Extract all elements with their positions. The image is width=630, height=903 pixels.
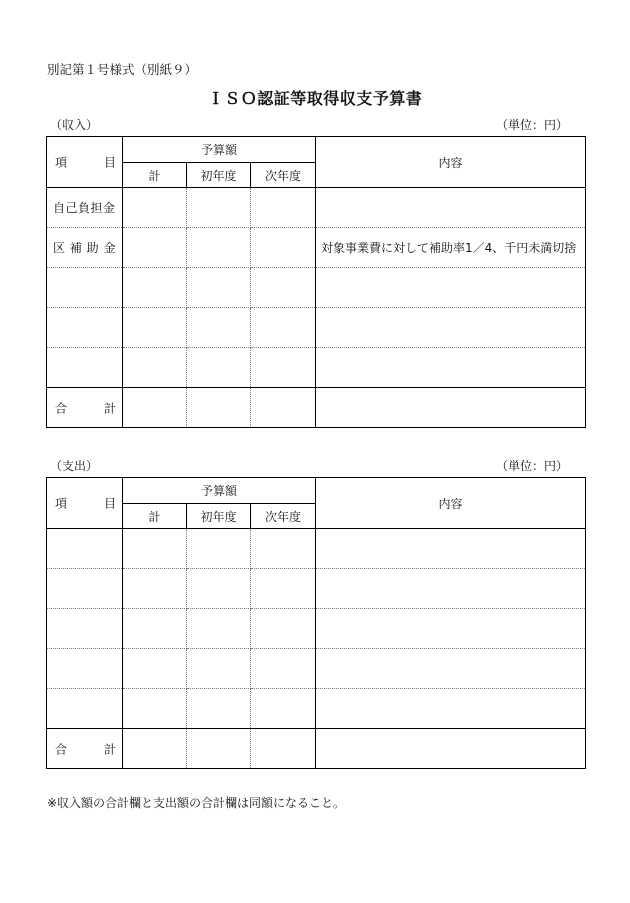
income-sum-label-right: 計 — [103, 401, 116, 415]
expense-sum-content[interactable] — [316, 729, 586, 769]
income-total-header: 計 — [123, 163, 187, 188]
expense-row-next-year[interactable] — [251, 529, 316, 569]
expense-row-first-year[interactable] — [187, 609, 251, 649]
income-sum-total[interactable] — [123, 388, 187, 428]
income-next-year-header: 次年度 — [251, 163, 316, 188]
income-row-next-year[interactable] — [251, 308, 316, 348]
expense-row-item[interactable] — [47, 529, 123, 569]
income-item-header — [47, 137, 123, 188]
income-row-next-year[interactable] — [251, 188, 316, 228]
expense-next-year-header: 次年度 — [251, 504, 316, 529]
income-row-first-year[interactable] — [187, 268, 251, 308]
income-unit-label: （単位：円） — [495, 118, 568, 132]
income-row-first-year[interactable] — [187, 308, 251, 348]
expense-row-total[interactable] — [123, 649, 187, 689]
income-row-content[interactable] — [316, 268, 586, 308]
income-row-item[interactable] — [47, 348, 123, 388]
income-row — [47, 268, 586, 308]
expense-row-total[interactable] — [123, 609, 187, 649]
income-row-item[interactable] — [47, 308, 123, 348]
income-row-first-year[interactable] — [187, 188, 251, 228]
income-row-total[interactable] — [123, 308, 187, 348]
expense-table — [46, 477, 586, 769]
expense-unit-label: （単位：円） — [495, 459, 568, 473]
income-row — [47, 188, 586, 228]
page-title: ＩＳＯ認証等取得収支予算書 — [207, 89, 423, 108]
expense-row-content[interactable] — [316, 529, 586, 569]
expense-row-item[interactable] — [47, 569, 123, 609]
income-row-next-year[interactable] — [251, 268, 316, 308]
income-row-content[interactable]: 対象事業費に対して補助率1／4、千円未満切捨 — [316, 228, 586, 268]
income-row-content[interactable] — [316, 188, 586, 228]
income-row-total[interactable] — [123, 228, 187, 268]
income-sum-row — [47, 388, 586, 428]
expense-row — [47, 609, 586, 649]
income-row-first-year[interactable] — [187, 228, 251, 268]
expense-row-first-year[interactable] — [187, 689, 251, 729]
income-sum-first-year[interactable] — [187, 388, 251, 428]
income-budget-header: 予算額 — [123, 137, 316, 163]
income-row-item[interactable]: 自己負担金 — [47, 188, 123, 228]
expense-sum-next-year[interactable] — [251, 729, 316, 769]
income-sum-next-year[interactable] — [251, 388, 316, 428]
expense-row-content[interactable] — [316, 569, 586, 609]
expense-row-content[interactable] — [316, 649, 586, 689]
income-row — [47, 228, 586, 268]
income-first-year-header: 初年度 — [187, 163, 251, 188]
expense-row-item[interactable] — [47, 609, 123, 649]
expense-row-first-year[interactable] — [187, 569, 251, 609]
expense-sum-total[interactable] — [123, 729, 187, 769]
income-row-first-year[interactable] — [187, 348, 251, 388]
income-row — [47, 308, 586, 348]
expense-sum-label-right: 計 — [103, 742, 116, 756]
expense-sum-row — [47, 729, 586, 769]
expense-row-content[interactable] — [316, 609, 586, 649]
income-row-item[interactable]: 区 補 助 金 — [47, 228, 123, 268]
income-row-content[interactable] — [316, 308, 586, 348]
income-row-total[interactable] — [123, 188, 187, 228]
income-row-total[interactable] — [123, 348, 187, 388]
expense-total-header: 計 — [123, 504, 187, 529]
expense-content-header: 内容 — [316, 478, 586, 529]
expense-section-label: （支出） — [50, 459, 99, 473]
income-row-total[interactable] — [123, 268, 187, 308]
expense-row-next-year[interactable] — [251, 689, 316, 729]
expense-row-next-year[interactable] — [251, 609, 316, 649]
income-row — [47, 348, 586, 388]
expense-sum-label-left: 合 — [55, 742, 68, 756]
expense-row — [47, 569, 586, 609]
expense-item-header-left: 項 — [55, 496, 68, 511]
expense-sum-first-year[interactable] — [187, 729, 251, 769]
income-sum-content[interactable] — [316, 388, 586, 428]
expense-row-total[interactable] — [123, 529, 187, 569]
income-table — [46, 136, 586, 428]
expense-item-header-right: 目 — [103, 496, 116, 511]
expense-sum-label — [47, 729, 123, 769]
income-row-content[interactable] — [316, 348, 586, 388]
expense-row-item[interactable] — [47, 649, 123, 689]
income-content-header: 内容 — [316, 137, 586, 188]
expense-row — [47, 649, 586, 689]
expense-row-total[interactable] — [123, 689, 187, 729]
expense-row-next-year[interactable] — [251, 649, 316, 689]
expense-row-total[interactable] — [123, 569, 187, 609]
income-sum-label — [47, 388, 123, 428]
expense-first-year-header: 初年度 — [187, 504, 251, 529]
income-item-header-left: 項 — [55, 155, 68, 170]
income-section-label: （収入） — [50, 118, 99, 132]
expense-budget-header: 予算額 — [123, 478, 316, 504]
expense-row-first-year[interactable] — [187, 649, 251, 689]
income-row-next-year[interactable] — [251, 228, 316, 268]
income-sum-label-left: 合 — [55, 401, 68, 415]
expense-row-content[interactable] — [316, 689, 586, 729]
expense-row-next-year[interactable] — [251, 569, 316, 609]
expense-row — [47, 689, 586, 729]
footnote: ※収入額の合計欄と支出額の合計欄は同額になること。 — [47, 796, 346, 810]
income-row-item[interactable] — [47, 268, 123, 308]
expense-row — [47, 529, 586, 569]
form-id: 別記第１号様式（別紙９） — [47, 62, 198, 77]
income-row-next-year[interactable] — [251, 348, 316, 388]
income-item-header-right: 目 — [103, 155, 116, 170]
expense-row-first-year[interactable] — [187, 529, 251, 569]
expense-row-item[interactable] — [47, 689, 123, 729]
expense-item-header — [47, 478, 123, 529]
